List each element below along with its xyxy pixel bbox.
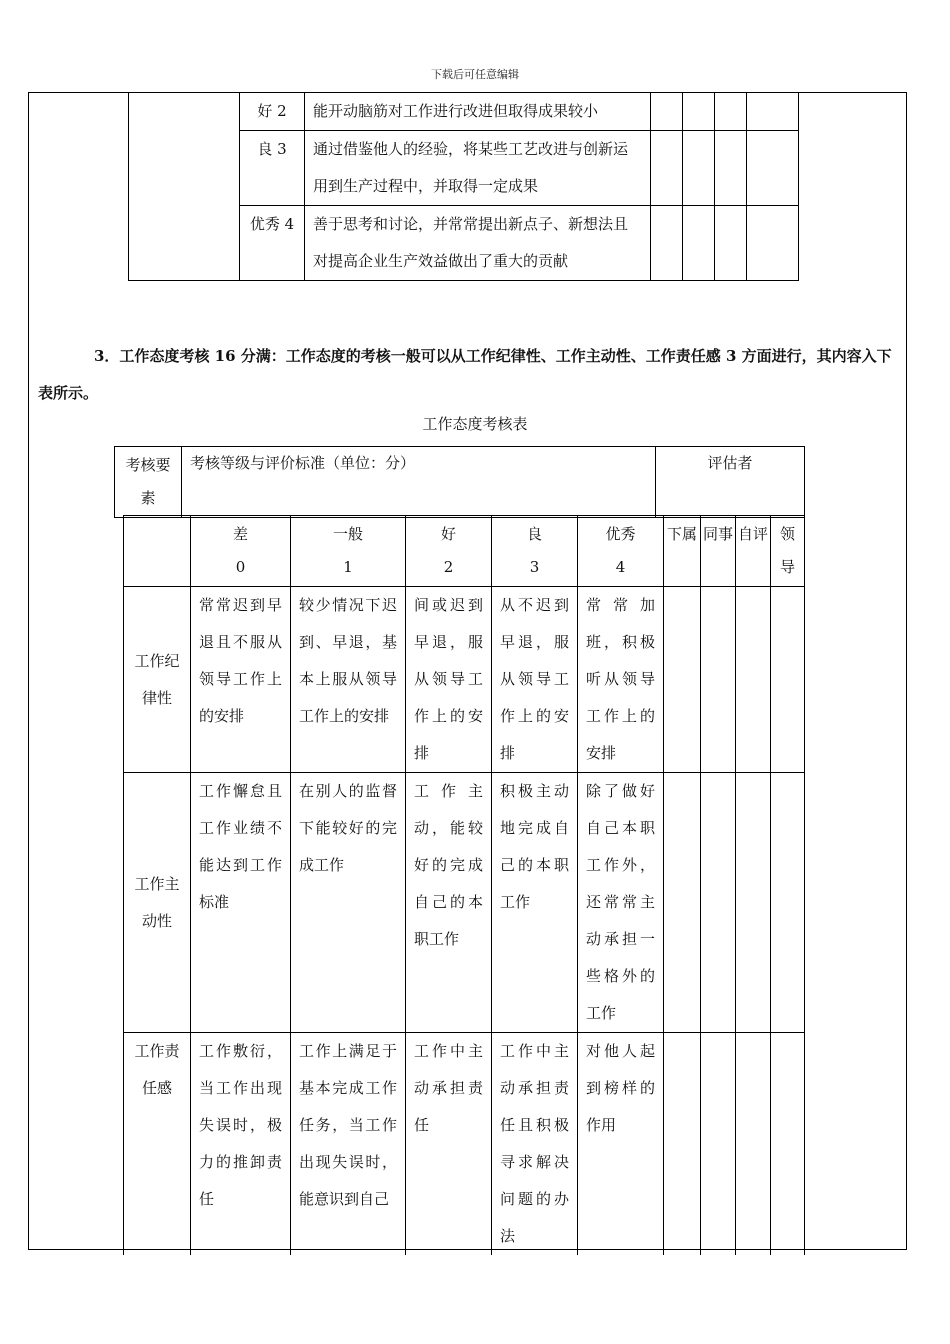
factor-header: 考核要素 <box>115 447 182 518</box>
score-cell <box>736 587 771 773</box>
level-cell: 好 2 <box>240 93 305 131</box>
grade-header: 优秀 4 <box>578 516 664 587</box>
evaluator-header: 自评 <box>736 516 771 587</box>
score-cell <box>683 206 715 281</box>
grade-header: 一般 1 <box>291 516 406 587</box>
table-row <box>124 1033 805 1256</box>
evaluator-header: 领导 <box>771 516 805 587</box>
evaluator-header: 同事 <box>701 516 736 587</box>
score-cell <box>701 1033 736 1256</box>
criteria-cell: 常常加班，积极听从领导工作上的安排 <box>578 587 664 773</box>
factor-cell <box>129 93 240 281</box>
criteria-cell: 工作中主动承担责任 <box>406 1033 492 1256</box>
grade-header: 差 0 <box>191 516 291 587</box>
score-cell <box>701 587 736 773</box>
table-caption: 工作态度考核表 <box>422 415 528 433</box>
factor-cell: 工作主动性 <box>124 773 191 1033</box>
criteria-cell: 工作敷衍，当工作出现失误时，极力的推卸责任 <box>191 1033 291 1256</box>
desc-cell: 能开动脑筋对工作进行改进但取得成果较小 <box>305 93 651 131</box>
table-row <box>124 516 805 587</box>
score-cell <box>771 587 805 773</box>
section-paragraph: 3．工作态度考核 16 分满：工作态度的考核一般可以从工作纪律性、工作主动性、工作责任感 3 方面进行，其内容入下表所示。 <box>38 347 892 402</box>
table-row <box>124 587 805 773</box>
score-cell <box>651 206 683 281</box>
criteria-cell: 积极主动地完成自己的本职工作 <box>492 773 578 1033</box>
grade-header: 好 2 <box>406 516 492 587</box>
score-cell <box>715 206 747 281</box>
attitude-table-header <box>114 446 805 518</box>
criteria-cell: 从不迟到早退，服从领导工作上的安排 <box>492 587 578 773</box>
table-row <box>115 447 805 518</box>
score-cell <box>683 131 715 206</box>
score-cell <box>701 773 736 1033</box>
grade-header: 良 3 <box>492 516 578 587</box>
level-cell: 优秀 4 <box>240 206 305 281</box>
criteria-cell: 工作懈怠且工作业绩不能达到工作标准 <box>191 773 291 1033</box>
criteria-cell: 除了做好自己本职工作外，还常常主动承担一些格外的工作 <box>578 773 664 1033</box>
criteria-cell: 间或迟到早退，服从领导工作上的安排 <box>406 587 492 773</box>
evaluator-header: 下属 <box>664 516 701 587</box>
score-cell <box>651 93 683 131</box>
criteria-cell: 工作中主动承担责任且积极寻求解决问题的办法 <box>492 1033 578 1256</box>
factor-cell: 工作纪律性 <box>124 587 191 773</box>
score-cell <box>771 1033 805 1256</box>
criteria-cell: 对他人起到榜样的作用 <box>578 1033 664 1256</box>
attitude-table <box>123 515 805 1255</box>
criteria-cell: 工作主动，能较好的完成自己的本职工作 <box>406 773 492 1033</box>
header-note: 下载后可任意编辑 <box>431 68 519 81</box>
evaluator-header: 评估者 <box>656 447 805 518</box>
factor-header-blank <box>124 516 191 587</box>
desc-cell: 善于思考和讨论，并常常提出新点子、新想法且对提高企业生产效益做出了重大的贡献 <box>305 206 651 281</box>
criteria-cell: 常常迟到早退且不服从领导工作上的安排 <box>191 587 291 773</box>
score-cell <box>664 1033 701 1256</box>
level-cell: 良 3 <box>240 131 305 206</box>
score-cell <box>747 131 799 206</box>
score-cell <box>715 131 747 206</box>
score-cell <box>715 93 747 131</box>
score-cell <box>664 773 701 1033</box>
previous-assessment-table <box>128 92 799 281</box>
score-cell <box>736 773 771 1033</box>
score-cell <box>664 587 701 773</box>
table-row <box>124 773 805 1033</box>
score-cell <box>651 131 683 206</box>
desc-cell: 通过借鉴他人的经验，将某些工艺改进与创新运用到生产过程中，并取得一定成果 <box>305 131 651 206</box>
criteria-cell: 在别人的监督下能较好的完成工作 <box>291 773 406 1033</box>
standard-header: 考核等级与评价标准（单位：分） <box>182 447 656 518</box>
score-cell <box>747 93 799 131</box>
criteria-cell: 工作上满足于基本完成工作任务，当工作出现失误时，能意识到自己 <box>291 1033 406 1256</box>
table-row <box>129 93 799 131</box>
score-cell <box>747 206 799 281</box>
factor-cell: 工作责任感 <box>124 1033 191 1256</box>
score-cell <box>683 93 715 131</box>
score-cell <box>736 1033 771 1256</box>
criteria-cell: 较少情况下迟到、早退，基本上服从领导工作上的安排 <box>291 587 406 773</box>
score-cell <box>771 773 805 1033</box>
